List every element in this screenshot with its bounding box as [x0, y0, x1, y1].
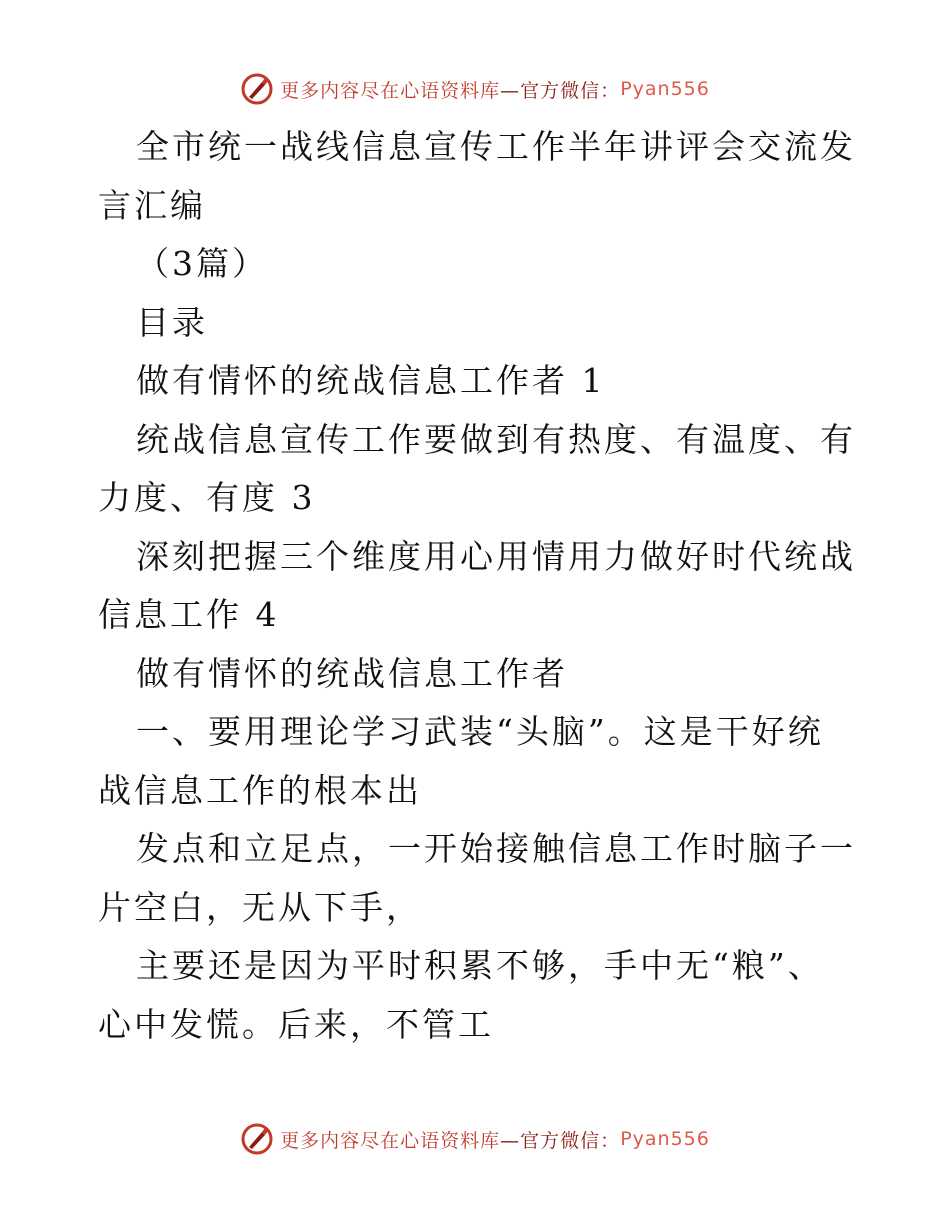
watermark-text-library: 更多内容尽在心语资料库: [280, 79, 501, 102]
toc-entry-2: 统战信息宣传工作要做到有热度、有温度、有力度、有度 3: [98, 419, 856, 517]
footer-watermark: [0, 1122, 950, 1156]
pen-logo-icon: [240, 72, 274, 106]
section-title: 做有情怀的统战信息工作者: [136, 653, 568, 693]
toc-entry-1: 做有情怀的统战信息工作者 1: [136, 361, 606, 400]
body-paragraph: 发点和立足点，一开始接触信息工作时脑子一片空白，无从下手，: [98, 829, 856, 927]
watermark-text-wechat-id: Pyan556: [620, 1128, 710, 1150]
body-paragraph: 主要还是因为平时积累不够，手中无“粮”、心中发慌。后来，不管工: [98, 946, 824, 1044]
watermark-text-wechat-label: —官方微信：: [500, 1129, 621, 1152]
pen-logo-icon: [240, 1122, 274, 1156]
watermark-text-library: 更多内容尽在心语资料库: [280, 1129, 501, 1152]
watermark-text-wechat-label: —官方微信：: [500, 79, 621, 102]
document-title: 全市统一战线信息宣传工作半年讲评会交流发言汇编: [98, 127, 856, 225]
document-body: [98, 118, 858, 1054]
body-paragraph: 一、要用理论学习武装“头脑”。这是干好统战信息工作的根本出: [98, 712, 824, 810]
article-count: （3篇）: [136, 244, 268, 283]
watermark-text-wechat-id: Pyan556: [620, 78, 710, 100]
header-watermark: [0, 72, 950, 106]
toc-entry-3: 深刻把握三个维度用心用情用力做好时代统战信息工作 4: [98, 536, 856, 634]
toc-heading: 目录: [136, 302, 208, 342]
